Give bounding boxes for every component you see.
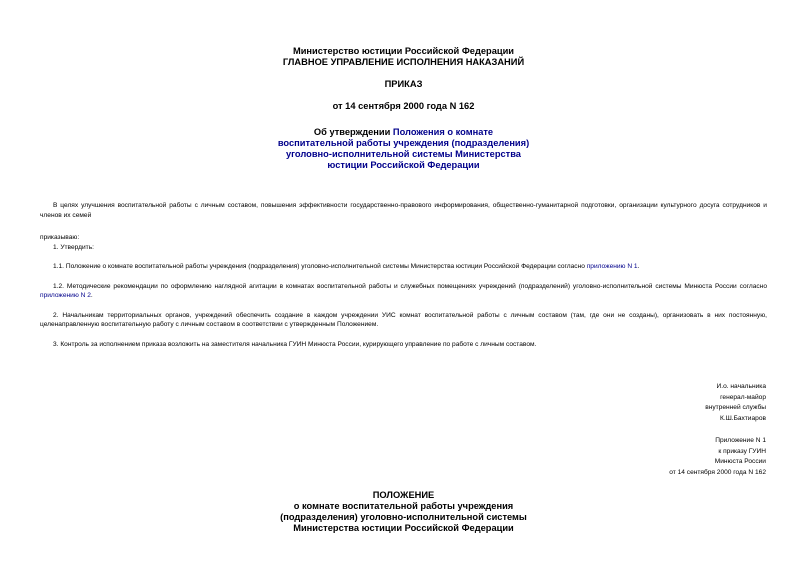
appendix-order: к приказу ГУИН [718,447,766,455]
subject-prefix: Об утверждении [313,127,393,137]
signature-name: К.Ш.Бахтиаров [720,414,766,422]
item-2: 2. Начальникам территориальных органов, учреждений обеспечить создание в каждом учреждении УИС комнат воспитательной работы с личным составом (там, где они не созданы), организовать в них постоянную, целенаправленную воспитательную работу с личным составом в соответствии с утвержденным Положением. [40,311,767,328]
item-1-2 [40,282,767,301]
regulation-heading [40,490,767,534]
item-1: 1. Утвердить: [53,243,94,251]
appendix-date: от 14 сентября 2000 года N 162 [669,468,766,476]
regulation-line2: (подразделения) уголовно-исполнительной системы [280,512,527,522]
appendix-2-link[interactable]: приложению N 2 [40,292,91,299]
appendix-number: Приложение N 1 [715,437,766,444]
signature-block [40,382,767,424]
signature-position: И.о. начальника [716,383,766,390]
item-1-1-end: . [637,263,640,270]
document-body [40,201,767,349]
department-name: ГЛАВНОЕ УПРАВЛЕНИЕ ИСПОЛНЕНИЯ НАКАЗАНИЙ [282,57,525,67]
subject-link-line1[interactable]: Положения о комнате [392,127,494,137]
regulation-line1: о комнате воспитательной работы учреждения [293,501,514,511]
ministry-name: Министерство юстиции Российской Федерации [292,46,515,56]
subject-link-line4[interactable]: юстиции Российской Федерации [327,160,480,170]
item-1-2-text: 1.2. Методические рекомендации по оформлению наглядной агитации в комнатах воспитательной работы и служебных помещениях учреждений (подразделений) уголовно-исполнительной системы Минюста России согласно [53,282,767,290]
intro-paragraph: В целях улучшения воспитательной работы с личным составом, повышения эффективности государственно-правового информирования, общественно-гуманитарной подготовки, организации культурного досуга сотрудников и членов их семей [40,202,767,219]
item-3: 3. Контроль за исполнением приказа возложить на заместителя начальника ГУИН Минюста России, курирующего управление по работе с личным составом. [53,340,537,348]
signature-rank: генерал-майор [720,393,766,401]
appendix-ministry: Минюста России [714,458,766,465]
regulation-line3: Министерства юстиции Российской Федерации [293,523,514,533]
document-date-number: от 14 сентября 2000 года N 162 [332,101,475,111]
order-word: приказываю: [40,234,80,241]
document-header [40,0,767,112]
appendix-1-link[interactable]: приложению N 1 [586,263,638,270]
document-subject [40,127,767,171]
appendix-block [40,436,767,478]
signature-service: внутренней службы [705,404,766,411]
regulation-title: ПОЛОЖЕНИЕ [372,490,435,500]
subject-link-line3[interactable]: уголовно-исполнительной системы Министерства [286,149,521,159]
subject-link-line2[interactable]: воспитательной работы учреждения (подразделения) [277,138,530,148]
item-1-1 [40,262,767,272]
item-1-1-text: 1.1. Положение о комнате воспитательной работы учреждения (подразделения) уголовно-исполнительной системы Министерства юстиции Российской Федерации согласно [53,263,587,270]
item-1-2-end: . [90,292,93,299]
document-type: ПРИКАЗ [384,79,423,89]
